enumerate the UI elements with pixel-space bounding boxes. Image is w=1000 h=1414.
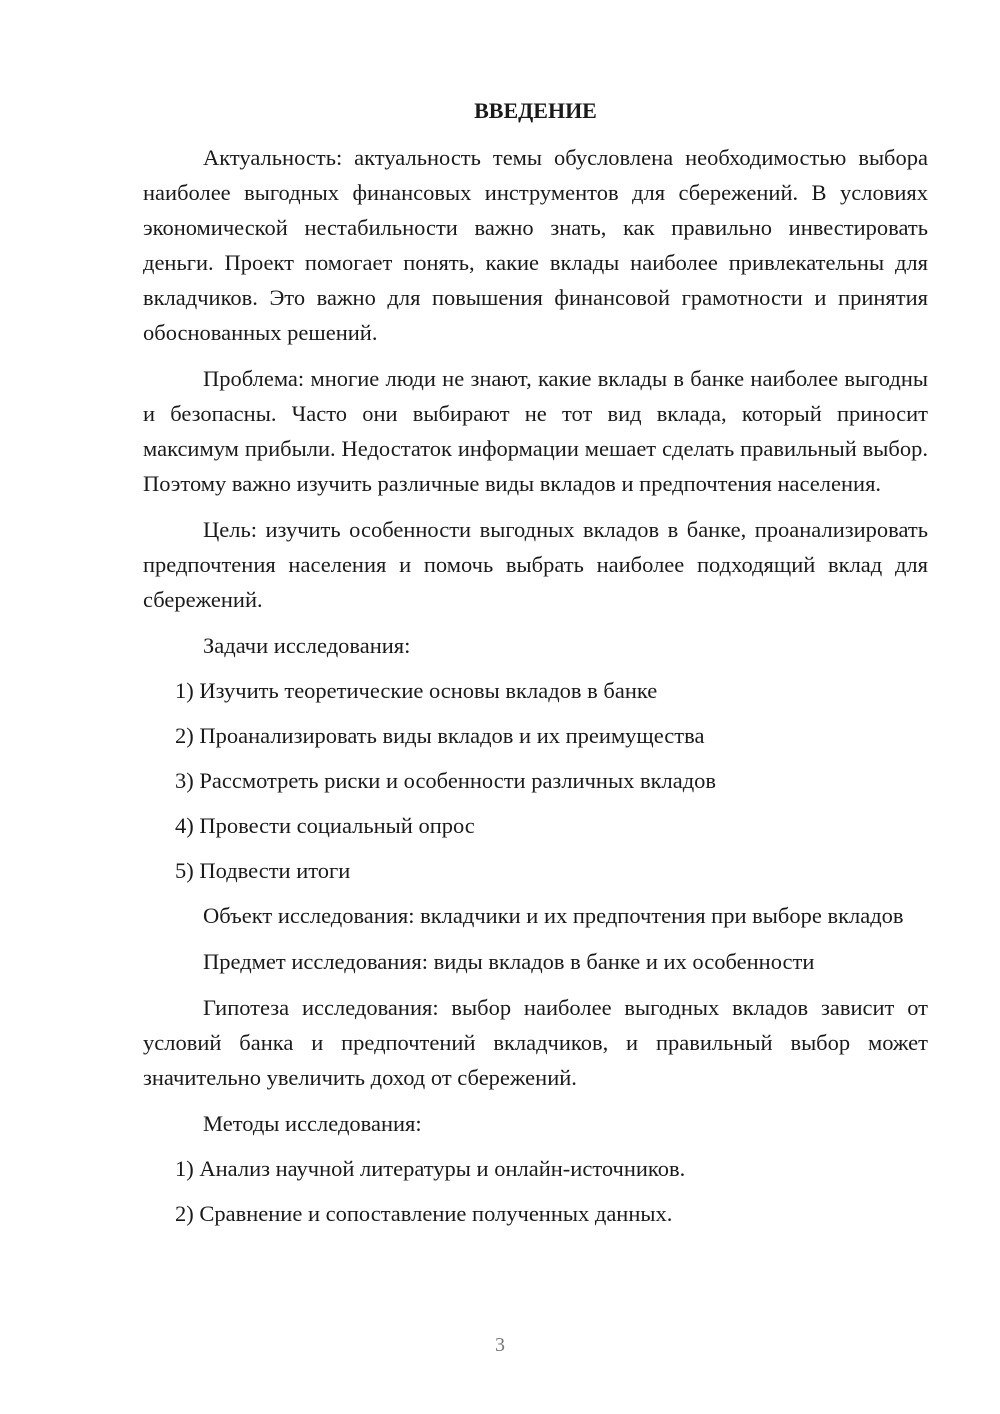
task-item-3: 3) Рассмотреть риски и особенности различных вкладов [175,768,717,793]
methods-list [143,1151,928,1231]
task-item-2: 2) Проанализировать виды вкладов и их преимущества [175,723,705,748]
goal-paragraph: Цель: изучить особенности выгодных вкладов в банке, проанализировать предпочтения населения и помочь выбрать наиболее подходящий вклад для сбережений. [143,517,928,612]
method-item-2: 2) Сравнение и сопоставление полученных данных. [175,1201,673,1226]
tasks-list [143,673,928,888]
section-title: ВВЕДЕНИЕ [474,98,597,123]
task-item-1: 1) Изучить теоретические основы вкладов в банке [175,678,658,703]
task-item-5: 5) Подвести итоги [175,858,351,883]
method-item-1: 1) Анализ научной литературы и онлайн-источников. [175,1156,686,1181]
document-page [143,95,928,1241]
methods-heading: Методы исследования: [203,1111,422,1136]
relevance-paragraph: Актуальность: актуальность темы обусловлена необходимостью выбора наиболее выгодных финансовых инструментов для сбережений. В условиях экономической нестабильности важно знать, как правильно инвестировать деньги. Проект помогает понять, какие вклады наиболее привлекательны для вкладчиков. Это важно для повышения финансовой грамотности и принятия обоснованных решений. [143,145,928,345]
subject-paragraph: Предмет исследования: виды вкладов в банке и их особенности [203,949,815,974]
problem-paragraph: Проблема: многие люди не знают, какие вклады в банке наиболее выгодны и безопасны. Часто они выбирают не тот вид вклада, который приносит максимум прибыли. Недостаток информации мешает сделать правильный выбор. Поэтому важно изучить различные виды вкладов и предпочтения населения. [143,366,928,496]
object-paragraph: Объект исследования: вкладчики и их предпочтения при выборе вкладов [203,903,904,928]
hypothesis-paragraph: Гипотеза исследования: выбор наиболее выгодных вкладов зависит от условий банка и предпочтений вкладчиков, и правильный выбор может значительно увеличить доход от сбережений. [143,995,928,1090]
tasks-heading: Задачи исследования: [203,633,411,658]
task-item-4: 4) Провести социальный опрос [175,813,475,838]
page-number: 3 [495,1334,505,1356]
